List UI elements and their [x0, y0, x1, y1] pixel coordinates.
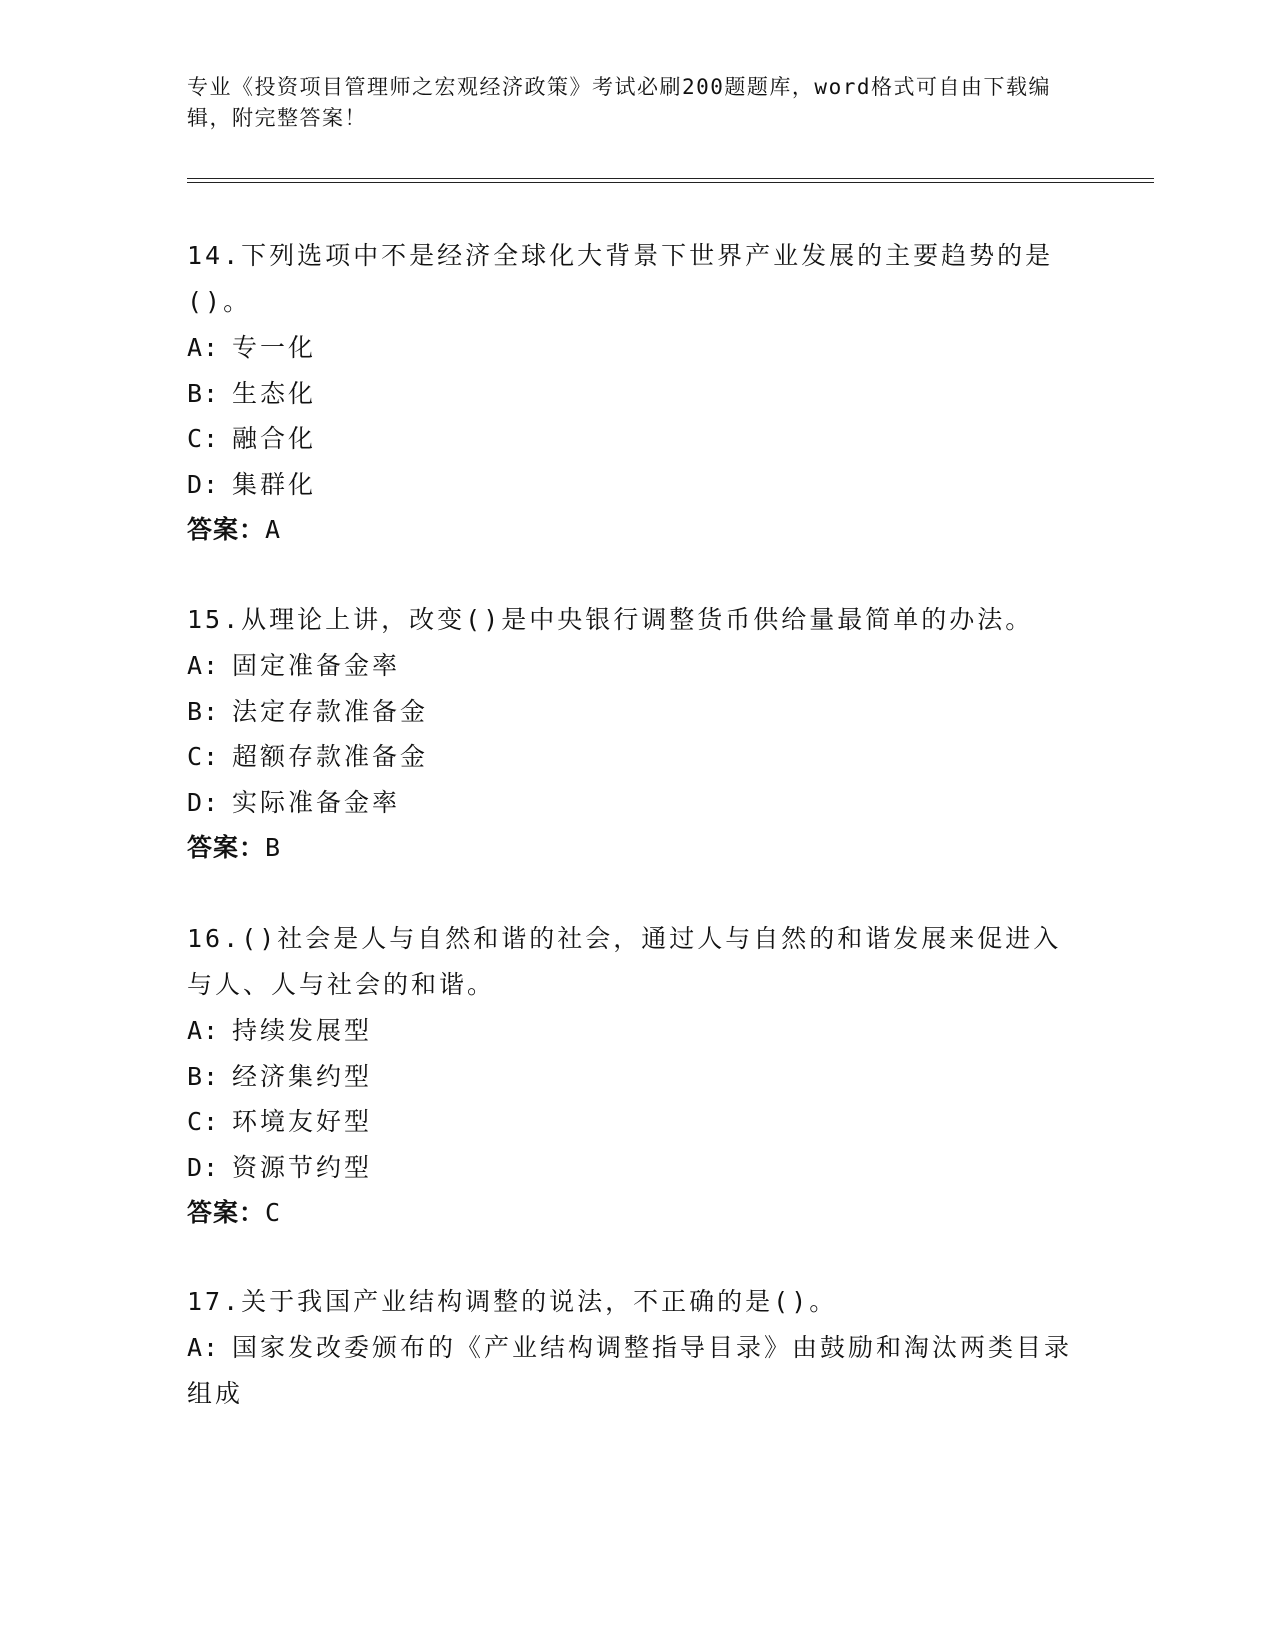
option-letter: A: — [187, 1333, 220, 1362]
option-letter: C: — [187, 742, 220, 771]
option-text: 实际准备金率 — [232, 787, 401, 817]
option-letter: D: — [187, 1152, 220, 1182]
option-a — [187, 1008, 1087, 1054]
option-b — [187, 689, 1087, 735]
option-letter: C: — [187, 1107, 220, 1136]
option-letter: C: — [187, 424, 220, 453]
option-letter: D: — [187, 787, 220, 817]
question-14 — [187, 233, 1087, 553]
option-a — [187, 643, 1087, 689]
option-c — [187, 734, 1087, 780]
option-c — [187, 416, 1087, 462]
option-letter: A: — [187, 651, 220, 680]
document-header: 专业《投资项目管理师之宏观经济政策》考试必刷200题题库，word格式可自由下载编辑，附完整答案！ — [187, 75, 1051, 130]
answer-line — [187, 507, 1087, 553]
option-letter: B: — [187, 378, 220, 408]
option-a — [187, 1325, 1087, 1416]
option-text: 国家发改委颁布的《产业结构调整指导目录》由鼓励和淘汰两类目录组成 — [187, 1333, 1073, 1408]
option-text: 法定存款准备金 — [232, 696, 429, 726]
option-a — [187, 325, 1087, 371]
option-d — [187, 780, 1087, 826]
answer-line — [187, 1190, 1087, 1236]
option-letter: A: — [187, 1016, 220, 1045]
option-b — [187, 371, 1087, 417]
question-16 — [187, 916, 1087, 1236]
option-text: 集群化 — [232, 469, 317, 499]
question-stem: 16.()社会是人与自然和谐的社会，通过人与自然的和谐发展来促进入与人、人与社会的和谐。 — [187, 924, 1062, 999]
option-d — [187, 1145, 1087, 1191]
answer-value: B — [265, 833, 282, 862]
header-divider — [187, 182, 1154, 183]
answer-label: 答案： — [187, 1198, 266, 1227]
option-c — [187, 1099, 1087, 1145]
option-text: 经济集约型 — [232, 1061, 373, 1091]
answer-value: C — [265, 1198, 282, 1227]
option-letter: B: — [187, 696, 220, 726]
option-text: 专一化 — [232, 333, 317, 362]
option-letter: D: — [187, 469, 220, 499]
answer-line — [187, 825, 1087, 871]
answer-label: 答案： — [187, 515, 266, 544]
header-divider — [187, 178, 1154, 179]
question-stem: 14.下列选项中不是经济全球化大背景下世界产业发展的主要趋势的是()。 — [187, 241, 1054, 316]
option-text: 生态化 — [232, 378, 317, 408]
option-d — [187, 462, 1087, 508]
option-letter: B: — [187, 1061, 220, 1091]
option-b — [187, 1054, 1087, 1100]
option-letter: A: — [187, 333, 220, 362]
answer-label: 答案： — [187, 833, 266, 862]
option-text: 融合化 — [232, 424, 317, 453]
option-text: 环境友好型 — [232, 1107, 373, 1136]
answer-value: A — [265, 515, 282, 544]
option-text: 资源节约型 — [232, 1152, 373, 1182]
option-text: 固定准备金率 — [232, 651, 401, 680]
question-17 — [187, 1279, 1087, 1416]
question-15 — [187, 597, 1087, 871]
option-text: 超额存款准备金 — [232, 742, 429, 771]
option-text: 持续发展型 — [232, 1016, 373, 1045]
question-stem: 17.关于我国产业结构调整的说法，不正确的是()。 — [187, 1287, 838, 1316]
question-stem: 15.从理论上讲，改变()是中央银行调整货币供给量最简单的办法。 — [187, 605, 1034, 634]
